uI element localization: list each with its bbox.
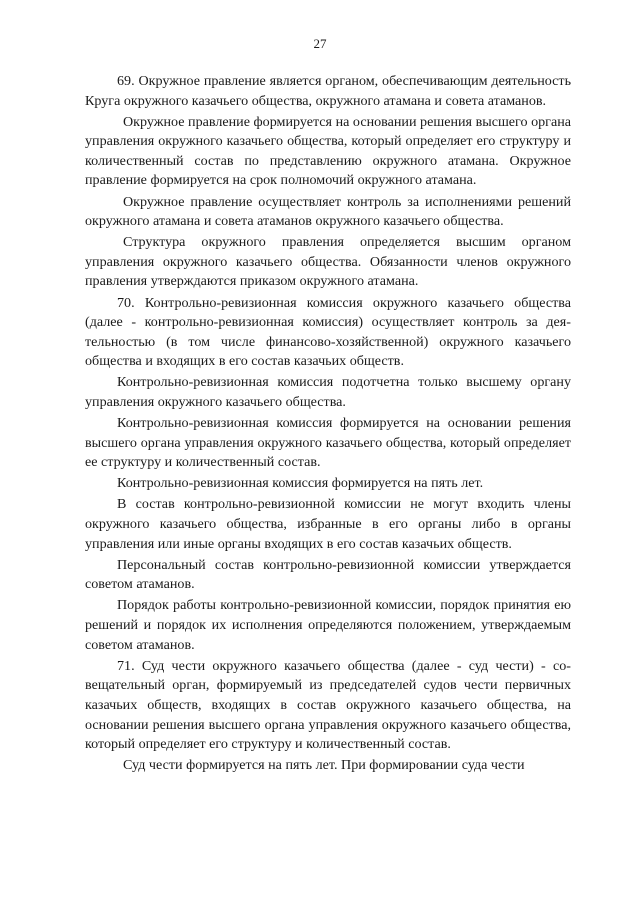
paragraph-board-structure: Структура окружного правления определяется высшим органом управления окружного казачьего общества. Обязанности членов окружного правления утверждаются приказом окружного атамана.	[85, 234, 571, 290]
paragraph-commission-accountability: Контрольно-ревизионная комиссия подотчетна только высшему органу управления окружного казачьего общества.	[85, 374, 571, 410]
paragraph-commission-personnel: Персональный состав контрольно-ревизионной комиссии утверждается советом атаманов.	[85, 556, 571, 593]
paragraph-board-control: Окружное правление осуществляет контроль за исполнениями решений окружного атамана и совета атаманов окружного казачьего общества.	[85, 193, 571, 230]
paragraph-70: 70. Контрольно-ревизионная комиссия окружного казачьего общества (далее - контрольно-ревизионная комиссия) осуществляет контроль за деятельностью (в том числе финансово-хозяйственной) окружного казачьего общества и входящих в его состав казачьих обществ.	[85, 294, 571, 370]
paragraph-commission-procedure: Порядок работы контрольно-ревизионной комиссии, порядок принятия ею решений и порядок их исполнения определяются положением, утверждаемым советом атаманов.	[85, 597, 571, 653]
paragraph-commission-term: Контрольно-ревизионная комиссия формируется на пять лет.	[117, 475, 484, 492]
paragraph-commission-formation: Контрольно-ревизионная комиссия формируется на основании решения высшего органа управления окружного казачьего общества, который определяет ее структуру и количественный состав.	[85, 415, 571, 471]
paragraph-board-formation: Окружное правление формируется на основании решения высшего органа управления окружного казачьего общества, который определяет его структуру и количественный состав по представлению окружного атамана. Окружное правление формируется на срок полномочий окружного атамана.	[85, 113, 571, 189]
paragraph-commission-membership: В состав контрольно-ревизионной комиссии не могут входить члены окружного казачьего общества, избранные в его органы либо в органы управления или иные органы входящих в его состав казачьих обществ.	[85, 496, 571, 552]
paragraph-honor-court-term: Суд чести формируется на пять лет. При формировании суда чести	[123, 757, 525, 774]
document-body	[85, 72, 571, 777]
page-number: 27	[313, 36, 327, 51]
paragraph-71: 71. Суд чести окружного казачьего общества (далее - суд чести) - совещательный орган, формируемый из председателей судов чести первичных казачьих обществ, входящих в состав окружного казачьего общества, на основании решения высшего органа управления окружного казачьего общества, который определяет его структуру и количественный состав.	[85, 657, 571, 753]
paragraph-69: 69. Окружное правление является органом, обеспечивающим деятельность Круга окружного казачьего общества, окружного атамана и совета атаманов.	[85, 73, 571, 109]
